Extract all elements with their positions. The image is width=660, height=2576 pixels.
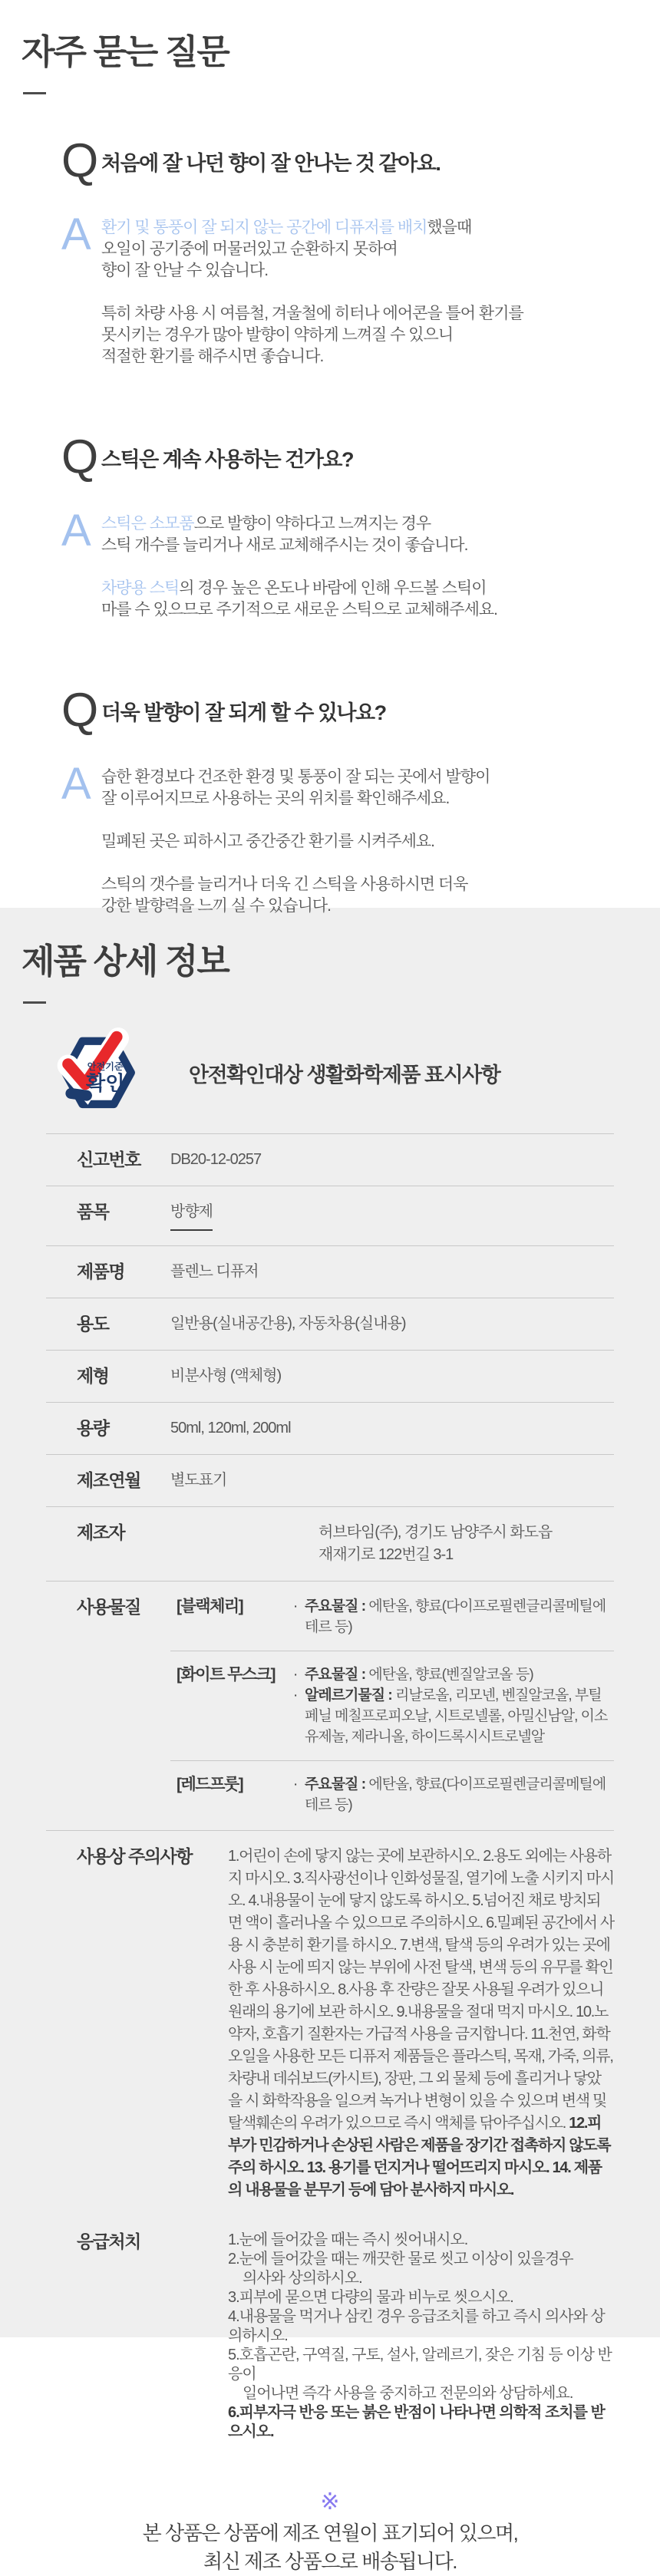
answer-text: 못시키는 경우가 많아 발향이 약하게 느껴질 수 있으니 (101, 326, 454, 345)
caution-normal-text: 1.어린이 손에 닿지 않는 곳에 보관하시오. 2.용도 외에는 사용하지 마시오. 3.직사광선이나 인화성물질, 열기에 노출 시키지 마시오. 4.내용물이 눈에 닿지 않도록 하시오. 5.넘어진 채로 방치되면 액이 흘러나올 수 있으므로 주의하시오. 6.밀폐된 공간에서 사용 시 충분히 환기를 하시오. 7.변색, 탈색 등의 우려가 있는 곳에 사용 시 눈에 띄지 않는 부위에 사전 탈색, 변색 등의 유무를 확인한 후 사용하시오. 8.사용 후 잔량은 잘못 사용될 우려가 있으니 원래의 용기에 보관 하시오. 9.내용물을 절대 먹지 마시오. 10.노약자, 호흡기 질환자는 가급적 사용을 금지합니다. 11.천연, 화학 오일을 사용한 모든 디퓨저 제품들은 플라스틱, 목재, 가죽, 의류, 차량내 데쉬보드(카시트), 장판, 그 외 물체 등에 흘리거나 닿았을 시 화학작용을 일으켜 녹거나 변형이 있을 수 있으며 변색 및 탈색훼손의 우려가 있으므로 즉시 액체를 닦아주십시오. (228, 1848, 614, 2132)
answer-line (101, 217, 523, 239)
row-label: 신고번호 (77, 1149, 140, 1170)
material-entry (293, 1685, 614, 1747)
materials-groups (170, 1596, 614, 1816)
row-value: 비분사형 (액체형) (170, 1367, 282, 1385)
row-value (170, 1201, 614, 1231)
material-entry (293, 1774, 614, 1816)
a-letter: A (61, 209, 91, 260)
entry-text: 에탄올, 향료(다이프로필렌글리콜메틸에테르 등) (305, 1776, 606, 1814)
faq-title-dash (23, 92, 46, 94)
faq-question-text: 더욱 발향이 잘 되게 할 수 있나요? (101, 701, 386, 724)
faq-question-row (61, 430, 660, 484)
answer-text: 의 경우 높은 온도나 바람에 인해 우드볼 스틱이 (179, 579, 487, 598)
table-row (46, 1133, 614, 1186)
answer-line (101, 895, 490, 917)
fragrance-name: [블랙체리] (177, 1598, 243, 1616)
entry-text: 에탄올, 향료(벤질알코올 등) (368, 1667, 533, 1684)
table-row (46, 1186, 614, 1245)
row-label: 제품명 (77, 1262, 125, 1282)
answer-paragraph (101, 303, 523, 368)
firstaid-line: 4.내용물을 먹거나 삼킨 경우 응급조치를 하고 즉시 의사와 상의하시오. (228, 2308, 605, 2345)
faq-answer-row (61, 506, 660, 621)
table-row (46, 1350, 614, 1402)
caution-bold-text: 12.피부가 민감하거나 손상된 사람은 제품을 장기간 접촉하지 않도록 주의 하시오. 13. 용기를 던지거나 떨어뜨리지 마시오. 14. 제품의 내용물을 분무기 등에 담아 분사하지 마시오. (228, 2115, 611, 2199)
details-title-dash (23, 1001, 46, 1004)
firstaid-lines (228, 2231, 614, 2442)
answer-line (101, 513, 497, 535)
answer-text: 스틱 개수를 늘리거나 새로 교체해주시는 것이 좋습니다. (101, 536, 468, 555)
answer-line (101, 239, 523, 260)
material-entries (293, 1664, 614, 1747)
entry-text: 리날로올, 리모넨, 벤질알코올, 부틸페닐 메칠프로피오날, 시트로넬롤, 아밀신남알, 이소유제놀, 제라니올, 하이드록시시트로넬알 (305, 1687, 608, 1746)
row-value: DB20-12-0257 (170, 1151, 262, 1169)
answer-line (101, 535, 497, 556)
answer-text: 했을때 (427, 219, 472, 237)
highlighted-text: 환기 및 통풍이 잘 되지 않는 공간에 디퓨저를 배치 (101, 219, 427, 237)
details-title: 제품 상세 정보 (21, 942, 229, 981)
material-entries (293, 1774, 614, 1816)
answer-text: 적절한 환기를 해주시면 좋습니다. (101, 348, 324, 366)
q-letter: Q (61, 134, 99, 188)
faq-list (0, 134, 660, 917)
row-label: 제형 (77, 1366, 109, 1387)
badge-top-text: 안전기준 (87, 1061, 124, 1073)
answer-text: 오일이 공기중에 머물러있고 순환하지 못하여 (101, 240, 398, 259)
reference-mark-icon: ※ (320, 2489, 340, 2515)
bullet-icon: · (293, 1776, 298, 1793)
table-row (46, 1830, 614, 2216)
firstaid-line: 6.피부자극 반응 또는 붉은 반점이 나타나면 의학적 조치를 받으시오. (228, 2404, 605, 2441)
row-value: 일반용(실내공간용), 자동차용(실내용) (170, 1315, 406, 1333)
entry-title: 알레르기물질 : (305, 1687, 396, 1704)
a-letter: A (61, 506, 91, 556)
answer-paragraph (101, 217, 523, 282)
row-label: 품목 (77, 1202, 109, 1222)
faq-section (0, 0, 660, 915)
answer-paragraph (101, 513, 497, 556)
answer-line (101, 346, 523, 368)
answer-line (101, 767, 490, 788)
row-label: 제조연월 (77, 1470, 140, 1491)
material-entry (293, 1664, 614, 1685)
table-row (46, 1245, 614, 1298)
faq-item (0, 684, 660, 917)
faq-question-text: 처음에 잘 나던 향이 잘 안나는 것 같아요. (101, 151, 441, 175)
highlighted-text: 차량용 스틱 (101, 579, 180, 598)
faq-item (0, 430, 660, 621)
table-row (46, 2216, 614, 2456)
row-value: 별도표기 (170, 1472, 227, 1489)
answer-line (101, 578, 497, 599)
underlined-value: 방향제 (170, 1201, 213, 1231)
faq-question-row (61, 134, 660, 188)
fragrance-name: [레드프룻] (177, 1776, 243, 1794)
firstaid-line: 1.눈에 들어갔을 때는 즉시 씻어내시오. (228, 2231, 468, 2249)
material-group (170, 1760, 614, 1816)
entry-title: 주요물질 : (305, 1776, 369, 1793)
row-label: 사용물질 (77, 1597, 140, 1618)
row-label: 용량 (77, 1418, 109, 1439)
faq-answer-row (61, 209, 660, 368)
footer-lines (0, 2519, 660, 2576)
table-row (46, 1506, 614, 1581)
entry-title: 주요물질 : (305, 1667, 369, 1684)
material-entry (293, 1596, 614, 1638)
bullet-icon: · (293, 1598, 298, 1615)
answer-paragraph (101, 874, 490, 917)
q-letter: Q (61, 684, 99, 737)
table-row (46, 1298, 614, 1350)
row-label: 제조자 (77, 1522, 125, 1543)
value-line: 허브타임(주), 경기도 남양주시 화도읍 (318, 1524, 553, 1542)
answer-paragraph (101, 578, 497, 621)
caution-text (228, 1845, 614, 2202)
bullet-icon: · (293, 1687, 298, 1704)
faq-question-row (61, 684, 660, 737)
faq-question-text: 스틱은 계속 사용하는 건가요? (101, 447, 353, 471)
answer-text: 강한 발향력을 느끼 실 수 있습니다. (101, 897, 332, 915)
answer-line (101, 788, 490, 810)
material-group (170, 1651, 614, 1747)
row-value (318, 1522, 552, 1566)
firstaid-line: 2.눈에 들어갔을 때는 깨끗한 물로 씻고 이상이 있을경우 (228, 2251, 573, 2268)
footer-line: 최신 제조 상품으로 배송됩니다. (203, 2550, 457, 2574)
row-value: 50ml, 120ml, 200ml (170, 1420, 291, 1437)
table-row (46, 1402, 614, 1454)
footer-line: 본 상품은 상품에 제조 연월이 표기되어 있으며, (142, 2522, 518, 2545)
answer-line (101, 303, 523, 325)
row-label: 응급처치 (77, 2231, 140, 2252)
entry-text: 에탄올, 향료(다이프로필렌글리콜메틸에테르 등) (305, 1598, 606, 1636)
answer-text: 향이 잘 안날 수 있습니다. (101, 262, 269, 280)
firstaid-line: 3.피부에 묻으면 다량의 물과 비누로 씻으시오. (228, 2289, 513, 2307)
answer-text: 마를 수 있으므로 주기적으로 새로운 스틱으로 교체해주세요. (101, 601, 497, 619)
answer-line (101, 325, 523, 346)
safety-certification-badge-icon (54, 1024, 140, 1123)
answer-text: 스틱의 갯수를 늘리거나 더욱 긴 스틱을 사용하시면 더욱 (101, 876, 468, 894)
fragrance-name: [화이트 무스크] (177, 1666, 276, 1684)
q-letter: Q (61, 430, 99, 484)
answer-line (101, 599, 497, 621)
row-label: 사용상 주의사항 (77, 1846, 192, 1867)
certification-heading: 안전확인대상 생활화학제품 표시사항 (189, 1064, 500, 1087)
answer-text: 습한 환경보다 건조한 환경 및 통풍이 잘 되는 곳에서 발향이 (101, 768, 490, 787)
entry-title: 주요물질 : (305, 1598, 369, 1615)
footer-note (0, 2490, 660, 2576)
product-details-section (0, 908, 660, 2574)
material-entries (293, 1596, 614, 1638)
answer-line (101, 260, 523, 282)
faq-answer-body (101, 512, 497, 621)
answer-line (101, 874, 490, 895)
answer-text: 밀폐된 곳은 피하시고 중간중간 환기를 시켜주세요. (101, 833, 435, 851)
answer-paragraph (101, 831, 490, 853)
bullet-icon: · (293, 1667, 298, 1684)
table-row (46, 1581, 614, 1830)
faq-answer-body (101, 216, 523, 368)
answer-paragraph (101, 767, 490, 810)
faq-title: 자주 묻는 질문 (21, 32, 229, 71)
a-letter: A (61, 759, 91, 810)
material-group (170, 1596, 614, 1638)
answer-text: 잘 이루어지므로 사용하는 곳의 위치를 확인해주세요. (101, 790, 450, 808)
firstaid-line: 5.호흡곤란, 구역질, 구토, 설사, 알레르기, 잦은 기침 등 이상 반응이 (228, 2347, 612, 2383)
table-row (46, 1454, 614, 1506)
answer-text: 으로 발향이 약하다고 느껴지는 경우 (193, 515, 431, 533)
certification-row (54, 1024, 660, 1123)
badge-bottom-text: 확인 (85, 1071, 125, 1095)
faq-answer-body (101, 765, 490, 917)
faq-answer-row (61, 759, 660, 917)
highlighted-text: 스틱은 소모품 (101, 515, 194, 533)
faq-item (0, 134, 660, 368)
answer-line (101, 831, 490, 853)
row-label: 용도 (77, 1314, 109, 1334)
firstaid-line: 일어나면 즉각 사용을 중지하고 전문의와 상담하세요. (243, 2385, 573, 2403)
value-line: 재재기로 122번길 3-1 (318, 1546, 454, 1564)
product-spec-table (46, 1133, 614, 2456)
firstaid-line: 의사와 상의하시오. (243, 2270, 362, 2287)
answer-text: 특히 차량 사용 시 여름철, 겨울철에 히터나 에어콘을 틀어 환기를 (101, 305, 523, 323)
row-value: 플렌느 디퓨저 (170, 1263, 259, 1281)
